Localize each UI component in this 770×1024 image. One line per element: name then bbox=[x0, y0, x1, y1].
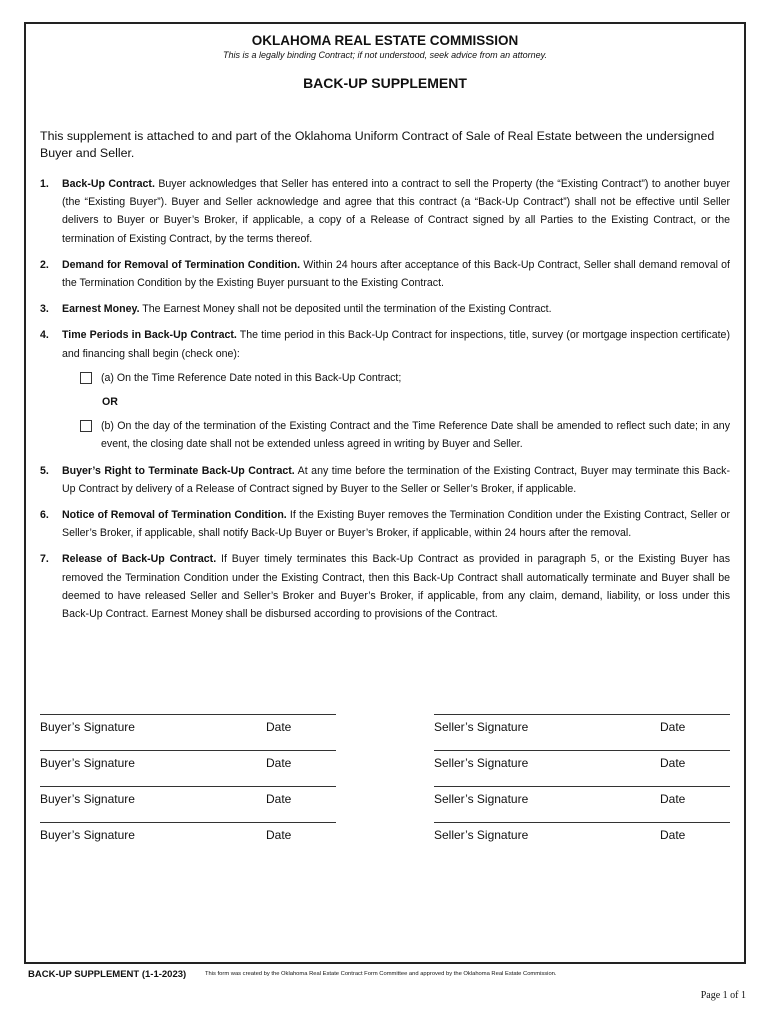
signature-rule bbox=[434, 822, 730, 823]
clause-heading: Time Periods in Back-Up Contract. bbox=[62, 329, 237, 342]
signature-row bbox=[40, 822, 730, 858]
clause-6 bbox=[40, 506, 730, 542]
document-title: BACK-UP SUPPLEMENT bbox=[303, 75, 467, 91]
form-approval-note: This form was created by the Oklahoma Real Estate Contract Form Committee and approved by the Oklahoma Real Estate Commission. bbox=[205, 971, 557, 977]
seller-signature-label: Seller’s Signature bbox=[434, 756, 529, 770]
option-a-checkbox[interactable] bbox=[80, 372, 92, 384]
option-a-text: (a) On the Time Reference Date noted in this Back-Up Contract; bbox=[101, 371, 402, 384]
clause-number: 6. bbox=[40, 509, 49, 522]
clause-heading: Back-Up Contract. bbox=[62, 178, 155, 190]
clause-heading: Buyer’s Right to Terminate Back-Up Contract. bbox=[62, 464, 295, 477]
buyer-signature-line[interactable] bbox=[40, 822, 336, 858]
date-label: Date bbox=[660, 756, 686, 770]
option-b-checkbox[interactable] bbox=[80, 420, 92, 432]
clause-number: 2. bbox=[40, 258, 49, 271]
clause-4 bbox=[40, 326, 730, 362]
option-b bbox=[80, 417, 730, 453]
date-label: Date bbox=[266, 828, 292, 842]
signature-rule bbox=[40, 750, 336, 751]
buyer-signature-line[interactable] bbox=[40, 750, 336, 786]
clause-5 bbox=[40, 462, 730, 498]
signature-row bbox=[40, 786, 730, 822]
seller-signature-line[interactable] bbox=[434, 750, 730, 786]
clause-number: 4. bbox=[40, 329, 49, 342]
seller-signature-label: Seller’s Signature bbox=[434, 828, 529, 842]
signature-rule bbox=[40, 786, 336, 787]
date-label: Date bbox=[266, 792, 292, 806]
clause-1 bbox=[40, 175, 730, 248]
buyer-signature-line[interactable] bbox=[40, 714, 336, 750]
buyer-signature-label: Buyer’s Signature bbox=[40, 756, 135, 770]
buyer-signature-label: Buyer’s Signature bbox=[40, 792, 135, 806]
seller-signature-label: Seller’s Signature bbox=[434, 720, 529, 734]
clause-2 bbox=[40, 256, 730, 292]
clause-heading: Notice of Removal of Termination Condition. bbox=[62, 509, 287, 522]
page-number: Page 1 of 1 bbox=[700, 990, 746, 1001]
clause-text: The Earnest Money shall not be deposited until the termination of the Existing Contract. bbox=[139, 303, 552, 316]
signature-rule bbox=[434, 714, 730, 715]
or-label: OR bbox=[102, 396, 118, 409]
buyer-signature-line[interactable] bbox=[40, 786, 336, 822]
option-b-text: (b) On the day of the termination of the Existing Contract and the Time Reference Date shall be amended to reflect such date; in any event, the closing date shall not be extended unless agreed in writing by Buyer and Seller. bbox=[101, 420, 730, 451]
clause-number: 3. bbox=[40, 303, 49, 316]
date-label: Date bbox=[266, 720, 292, 734]
clause-text: If Buyer timely terminates this Back-Up Contract as provided in paragraph 5, or the Existing Buyer has removed the Termination Condition under the Existing Contract, then this Back-Up Contract shall automatically terminate and Buyer shall be deemed to have released Seller and Seller’s Broker and Buyer’s Broker, if applicable, from any claim, demand, liability, or loss under this Back-Up Contract. Earnest Money shall be disbursed according to provisions of the Contract. bbox=[62, 553, 730, 621]
buyer-signature-label: Buyer’s Signature bbox=[40, 720, 135, 734]
date-label: Date bbox=[660, 792, 686, 806]
clause-heading: Demand for Removal of Termination Condition. bbox=[62, 258, 301, 271]
signature-rule bbox=[434, 750, 730, 751]
clause-number: 5. bbox=[40, 464, 49, 477]
clause-list bbox=[40, 175, 730, 631]
intro-paragraph: This supplement is attached to and part of the Oklahoma Uniform Contract of Sale of Real Estate between the undersigned Buyer and Seller. bbox=[40, 129, 715, 160]
signature-rule bbox=[40, 714, 336, 715]
seller-signature-line[interactable] bbox=[434, 714, 730, 750]
clause-number: 1. bbox=[40, 178, 49, 190]
legal-disclaimer: This is a legally binding Contract; if not understood, seek advice from an attorney. bbox=[222, 50, 547, 60]
seller-signature-line[interactable] bbox=[434, 822, 730, 858]
clause-text: The time period in this Back-Up Contract for inspections, title, survey (or mortgage inspection certificate) and financing shall begin (check one): bbox=[62, 329, 730, 360]
signature-rule bbox=[434, 786, 730, 787]
form-code: BACK-UP SUPPLEMENT (1-1-2023) bbox=[28, 969, 187, 980]
clause-heading: Earnest Money. bbox=[62, 303, 140, 316]
seller-signature-label: Seller’s Signature bbox=[434, 792, 529, 806]
signature-section bbox=[40, 714, 730, 858]
signature-rule bbox=[40, 822, 336, 823]
clause-7 bbox=[40, 550, 730, 623]
clause-text: Within 24 hours after acceptance of this Back-Up Contract, Seller shall demand removal of the Termination Condition by the Existing Buyer pursuant to the Existing Contract. bbox=[62, 258, 730, 290]
option-a bbox=[80, 369, 730, 387]
clause-text: Buyer acknowledges that Seller has entered into a contract to sell the Property (the “Existing Contract”) to another buyer (the “Existing Buyer”). Buyer and Seller acknowledge and agree that this contract (a “Back-Up Contract”) shall not be effective until Seller delivers to Buyer or Buyer’s Broker, if applicable, a copy of a Release of Contract signed by all Parties to the Existing Contract, or the termination of Existing Contract, by the terms thereof. bbox=[62, 178, 730, 245]
organization-name: OKLAHOMA REAL ESTATE COMMISSION bbox=[251, 33, 519, 48]
buyer-signature-label: Buyer’s Signature bbox=[40, 828, 135, 842]
date-label: Date bbox=[660, 720, 686, 734]
clause-heading: Release of Back-Up Contract. bbox=[62, 553, 217, 566]
form-frame bbox=[24, 22, 746, 964]
date-label: Date bbox=[660, 828, 686, 842]
clause-number: 7. bbox=[40, 553, 49, 566]
clause-3 bbox=[40, 300, 730, 318]
signature-row bbox=[40, 750, 730, 786]
clause-text: At any time before the termination of the Existing Contract, Buyer may terminate this Back-Up Contract by delivery of a Release of Contract signed by Buyer to the Seller or Seller’s Broker, if applicable. bbox=[62, 464, 730, 495]
seller-signature-line[interactable] bbox=[434, 786, 730, 822]
date-label: Date bbox=[266, 756, 292, 770]
clause-text: If the Existing Buyer removes the Termination Condition under the Existing Contract, Seller or Seller’s Broker, if applicable, shall notify Back-Up Buyer or Buyer’s Broker, if applicable, within 24 hours after the removal. bbox=[62, 509, 730, 540]
signature-row bbox=[40, 714, 730, 750]
